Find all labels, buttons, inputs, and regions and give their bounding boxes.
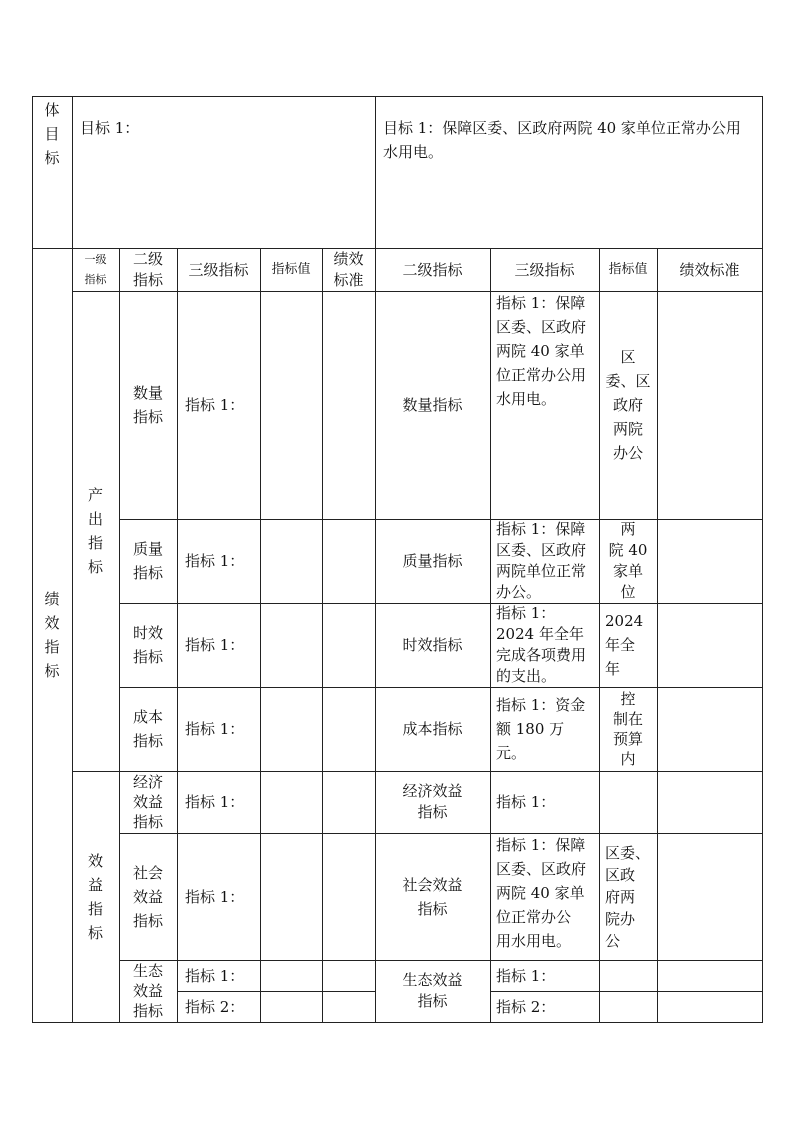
quality-right-l2: 质量指标 xyxy=(402,552,463,570)
header-first-level: 一级 指标 xyxy=(84,252,107,286)
header-second-level: 二级 指标 xyxy=(132,249,163,289)
cost-right-l2: 成本指标 xyxy=(402,720,463,738)
header-standard: 绩效 标准 xyxy=(333,249,364,289)
quality-left-l2: 质量 指标 xyxy=(132,540,163,582)
goal-right-cell xyxy=(375,96,762,248)
quantity-right-l2: 数量指标 xyxy=(402,396,463,414)
ecological-left-l3-1: 指标 1： xyxy=(185,966,245,985)
benefit-indicators-label: 效 益 指 标 xyxy=(87,851,103,942)
ecological-left-l3-2: 指标 2： xyxy=(185,997,245,1016)
cost-left-l3: 指标 1： xyxy=(185,720,245,738)
economic-left-l3: 指标 1： xyxy=(185,793,245,811)
social-right-l2: 社会效益 指标 xyxy=(402,875,463,918)
cost-right-value: 控 制在 预算 内 xyxy=(612,690,643,768)
goal-left-text: 目标 1： xyxy=(80,119,140,137)
header-right-second: 二级指标 xyxy=(402,260,463,279)
timeliness-left-l3: 指标 1： xyxy=(185,636,245,654)
goal-row-label-cell xyxy=(32,96,72,248)
performance-indicators-label: 绩 效 指 标 xyxy=(44,590,60,680)
quantity-left-l3: 指标 1： xyxy=(185,396,245,414)
header-right-standard: 绩效标准 xyxy=(679,260,740,279)
timeliness-left-l2: 时效 指标 xyxy=(132,624,163,666)
economic-left-l2: 经济 效益 指标 xyxy=(132,773,163,831)
economic-right-l3: 指标 1： xyxy=(496,793,556,811)
goal-row-label: 体 目 标 xyxy=(44,101,60,167)
social-right-l3-cont: 用水用电。 xyxy=(496,932,572,950)
quality-right-l3: 指标 1：保障区委、区政府两院单位正常办公。 xyxy=(496,520,587,601)
header-right-third: 三级指标 xyxy=(514,260,575,279)
quantity-right-l3: 指标 1：保障区委、区政府两院 40 家单位正常办公用水用电。 xyxy=(496,294,587,408)
social-left-l2: 社会 效益 指标 xyxy=(132,863,163,930)
cost-right-l3: 指标 1：资金额 180 万元。 xyxy=(496,696,586,762)
ecological-right-l2: 生态效益 指标 xyxy=(402,971,463,1010)
header-value: 指标值 xyxy=(271,261,311,277)
economic-right-l2: 经济效益 指标 xyxy=(402,782,463,821)
social-right-value: 区委、 区政 府两 院办 公 xyxy=(605,843,651,950)
ecological-right-l3-2: 指标 2： xyxy=(496,997,556,1016)
social-right-l3-main: 指标 1：保障区委、区政府两院 40 家单位正常办公 xyxy=(496,836,587,926)
goal-right-text: 目标 1：保障区委、区政府两院 40 家单位正常办公用水用电。 xyxy=(383,119,741,161)
quantity-left-l2: 数量 指标 xyxy=(132,384,163,426)
timeliness-right-value: 2024 年全 年 xyxy=(605,612,644,678)
output-indicators-label: 产 出 指 标 xyxy=(87,486,103,576)
social-right-l3 xyxy=(490,833,599,960)
quality-right-value: 两 院 40 家单 位 xyxy=(608,520,648,601)
timeliness-right-l3: 指标 1：2024 年全年完成各项费用的支出。 xyxy=(496,604,587,685)
quantity-right-value: 区 委、区 政府 两院 办公 xyxy=(605,348,651,462)
social-left-l3: 指标 1： xyxy=(185,887,245,906)
quality-left-l3: 指标 1： xyxy=(185,552,245,570)
ecological-right-l3-1: 指标 1： xyxy=(496,966,556,985)
cost-left-l2: 成本 指标 xyxy=(132,708,163,750)
goal-left-cell xyxy=(72,96,375,248)
timeliness-right-l2: 时效指标 xyxy=(402,636,463,654)
header-third-level: 三级指标 xyxy=(188,260,249,279)
ecological-left-l2: 生态 效益 指标 xyxy=(132,962,163,1020)
header-right-value: 指标值 xyxy=(608,261,648,277)
